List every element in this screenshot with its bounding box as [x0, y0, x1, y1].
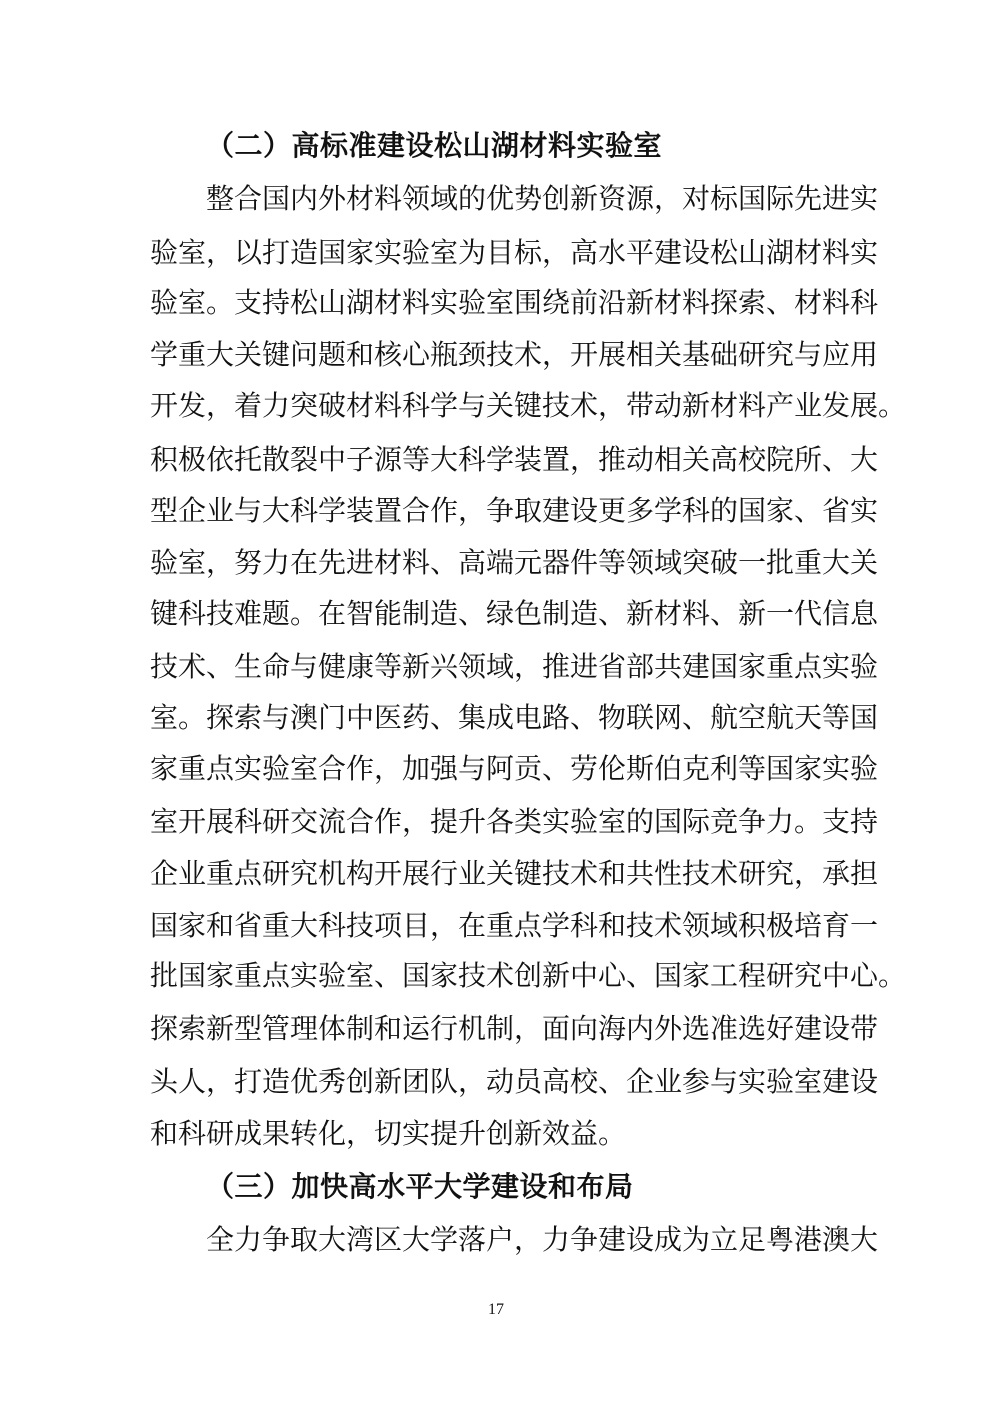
paragraph-line: 国家和省重大科技项目，在重点学科和技术领域积极培育一 — [150, 909, 879, 942]
paragraph-line: 积极依托散裂中子源等大科学装置，推动相关高校院所、大 — [150, 443, 879, 476]
section-heading-2: （二）高标准建设松山湖材料实验室 — [206, 129, 663, 162]
paragraph-line: 头人，打造优秀创新团队，动员高校、企业参与实验室建设 — [150, 1065, 879, 1098]
paragraph-line: 型企业与大科学装置合作，争取建设更多学科的国家、省实 — [150, 494, 879, 527]
paragraph-line: 和科研成果转化，切实提升创新效益。 — [150, 1117, 627, 1150]
paragraph-line: 技术、生命与健康等新兴领域，推进省部共建国家重点实验 — [150, 650, 879, 683]
section-heading-3: （三）加快高水平大学建设和布局 — [206, 1170, 634, 1203]
paragraph-line: 室。探索与澳门中医药、集成电路、物联网、航空航天等国 — [150, 701, 879, 734]
paragraph-line: 整合国内外材料领域的优势创新资源，对标国际先进实 — [206, 182, 879, 215]
paragraph-line: 学重大关键问题和核心瓶颈技术，开展相关基础研究与应用 — [150, 338, 879, 371]
paragraph-line: 键科技难题。在智能制造、绿色制造、新材料、新一代信息 — [150, 597, 879, 630]
paragraph-line: 企业重点研究机构开展行业关键技术和共性技术研究，承担 — [150, 857, 879, 890]
paragraph-line: 开发，着力突破材料科学与关键技术，带动新材料产业发展。 — [150, 389, 907, 422]
paragraph-line: 探索新型管理体制和运行机制，面向海内外选准选好建设带 — [150, 1012, 879, 1045]
paragraph-line: 验室，以打造国家实验室为目标，高水平建设松山湖材料实 — [150, 236, 879, 269]
paragraph-line: 验室。支持松山湖材料实验室围绕前沿新材料探索、材料科 — [150, 286, 879, 319]
paragraph-line: 验室，努力在先进材料、高端元器件等领域突破一批重大关 — [150, 546, 879, 579]
page-number: 17 — [488, 1301, 504, 1318]
paragraph-line: 室开展科研交流合作，提升各类实验室的国际竞争力。支持 — [150, 805, 879, 838]
paragraph-line: 家重点实验室合作，加强与阿贡、劳伦斯伯克利等国家实验 — [150, 752, 879, 785]
paragraph-line: 全力争取大湾区大学落户，力争建设成为立足粤港澳大 — [206, 1223, 879, 1256]
paragraph-line: 批国家重点实验室、国家技术创新中心、国家工程研究中心。 — [150, 959, 907, 992]
